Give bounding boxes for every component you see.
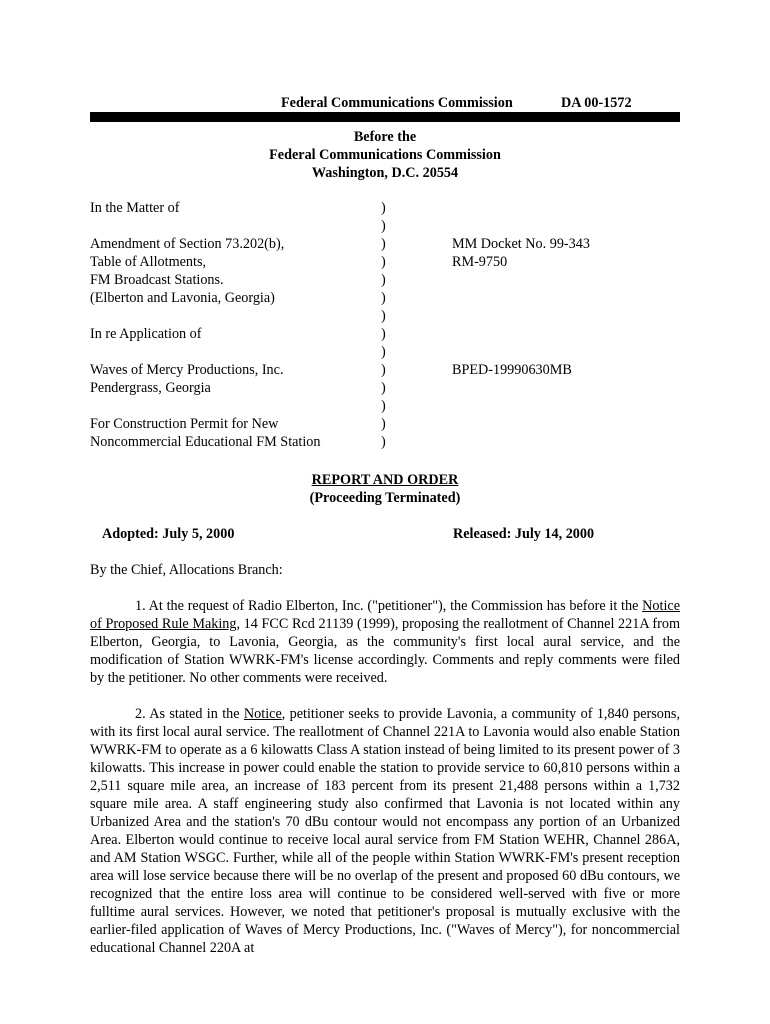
paren: ) xyxy=(381,236,386,252)
paren: ) xyxy=(381,218,386,234)
caption-left-line: Pendergrass, Georgia xyxy=(90,380,211,396)
caption-parens xyxy=(381,199,393,451)
caption-right-line xyxy=(452,325,692,343)
paren: ) xyxy=(381,290,386,306)
caption-right-line: RM-9750 xyxy=(452,254,508,270)
caption-left-line: Noncommercial Educational FM Station xyxy=(90,434,321,450)
caption-right-line xyxy=(452,289,692,307)
caption-right-line xyxy=(452,343,692,361)
notice-citation: Notice xyxy=(243,706,282,722)
header-agency: Federal Communications Commission xyxy=(281,95,513,111)
paren: ) xyxy=(381,254,386,270)
title-block xyxy=(90,128,680,182)
paren: ) xyxy=(381,416,386,432)
report-heading xyxy=(90,471,680,507)
caption-left-line: FM Broadcast Stations. xyxy=(90,272,224,288)
caption-right-line xyxy=(452,199,692,217)
nprm-citation: Notice of Proposed Rule Making xyxy=(90,598,680,632)
paren: ) xyxy=(381,362,386,378)
caption-right-line xyxy=(452,271,692,289)
caption-left-line xyxy=(90,217,360,235)
paren: ) xyxy=(381,308,386,324)
by-line: By the Chief, Allocations Branch: xyxy=(90,562,283,578)
title-line-1: Before the xyxy=(353,129,417,145)
caption-left xyxy=(90,199,360,451)
header-rule xyxy=(90,112,680,122)
paren: ) xyxy=(381,200,386,216)
report-subtitle: (Proceeding Terminated) xyxy=(309,490,461,506)
paren: ) xyxy=(381,272,386,288)
paragraph-1 xyxy=(90,597,680,687)
caption-left-line xyxy=(90,397,360,415)
caption-right-line xyxy=(452,217,692,235)
paren: ) xyxy=(381,380,386,396)
paren: ) xyxy=(381,398,386,414)
caption-right-line xyxy=(452,379,692,397)
caption-right-line xyxy=(452,415,692,433)
caption-right-line xyxy=(452,433,692,451)
para2-text-a: 2. As stated in the xyxy=(135,706,244,722)
caption-left-line: Waves of Mercy Productions, Inc. xyxy=(90,362,284,378)
paragraph-2 xyxy=(90,705,680,957)
caption-left-line: (Elberton and Lavonia, Georgia) xyxy=(90,290,275,306)
para2-text-b: , petitioner seeks to provide Lavonia, a community of 1,840 persons, with its first local aural service. The reallotment of Channel 221A to Lavonia would also enable Station WWRK-FM to operate as a 6 kilowatts Class A station instead of being limited to its present power of 3 kilowatts. This increase in power could enable the station to provide service to 60,810 persons within a 2,511 square mile area, an increase of 183 percent from its present 21,488 persons within a 1,732 square mile area. A staff engineering study also confirmed that Lavonia is not located within any Urbanized Area and the station's 70 dBu contour would not encompass any portion of an Urbanized Area. Elberton would continue to receive local aural service from FM Station WEHR, Channel 286A, and AM Station WSGC. Further, while all of the people within Station WWRK-FM's present reception area will lose service because there will be no overlap of the present and proposed 60 dBu contours, we recognized that the entire loss area will continue to be considered well-served with five or more fulltime aural services. However, we noted that petitioner's proposal is mutually exclusive with the earlier-filed application of Waves of Mercy Productions, Inc. ("Waves of Mercy"), for noncommercial educational Channel 220A at xyxy=(90,706,681,956)
caption-left-line xyxy=(90,307,360,325)
header-docket-id: DA 00-1572 xyxy=(561,95,632,111)
report-title: REPORT AND ORDER xyxy=(311,472,459,488)
caption-left-line: In re Application of xyxy=(90,326,202,342)
paren: ) xyxy=(381,344,386,360)
adopted-date: Adopted: July 5, 2000 xyxy=(102,526,235,542)
caption-right xyxy=(452,199,692,451)
paren: ) xyxy=(381,326,386,342)
released-date: Released: July 14, 2000 xyxy=(453,526,595,542)
paren: ) xyxy=(381,434,386,450)
title-line-2: Federal Communications Commission xyxy=(269,147,501,163)
caption-right-line xyxy=(452,397,692,415)
caption-left-line: For Construction Permit for New xyxy=(90,416,279,432)
caption-left-line: Amendment of Section 73.202(b), xyxy=(90,236,285,252)
para1-text-a: 1. At the request of Radio Elberton, Inc. ("petitioner"), the Commission has before it the xyxy=(135,598,643,614)
caption-right-line xyxy=(452,307,692,325)
caption-left-line: In the Matter of xyxy=(90,200,180,216)
caption-right-line: MM Docket No. 99-343 xyxy=(452,236,590,252)
para1-text-b: , 14 FCC Rcd 21139 (1999), proposing the reallotment of Channel 221A from Elberton, Georgia, to Lavonia, Georgia, as the community's first local aural service, and the modification of Station WWRK-FM's license accordingly. Comments and reply comments were filed by the petitioner. No other comments were received. xyxy=(90,616,680,686)
title-line-3: Washington, D.C. 20554 xyxy=(311,165,459,181)
caption-left-line xyxy=(90,343,360,361)
caption-left-line: Table of Allotments, xyxy=(90,254,207,270)
caption-right-line: BPED-19990630MB xyxy=(452,362,572,378)
